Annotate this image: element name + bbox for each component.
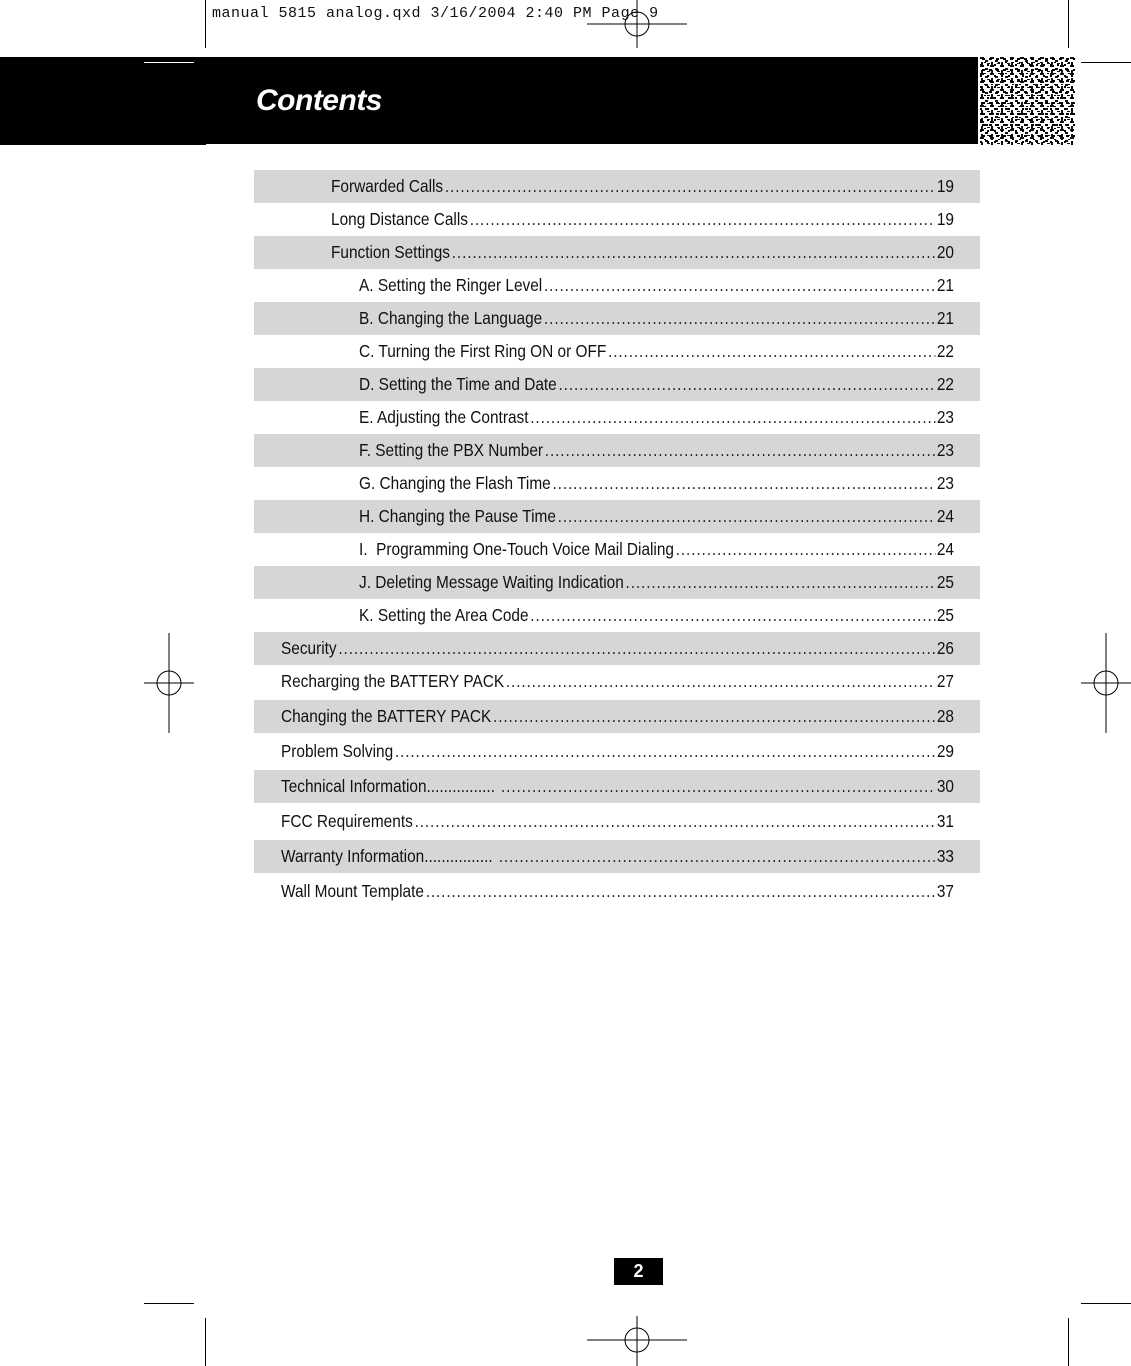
toc-entry[interactable] bbox=[254, 269, 980, 302]
header-bar bbox=[0, 57, 978, 145]
page-number: 2 bbox=[614, 1258, 663, 1285]
registration-mark-icon bbox=[587, 1316, 687, 1366]
toc-leader-dots bbox=[544, 308, 935, 329]
toc-leader-dots bbox=[470, 209, 935, 230]
toc-entry-text bbox=[359, 572, 954, 593]
toc-entry-text bbox=[281, 741, 954, 762]
crop-mark bbox=[1068, 1318, 1069, 1366]
toc-entry[interactable] bbox=[254, 566, 980, 599]
toc-entry-page: 24 bbox=[936, 539, 954, 559]
toc-leader-dots bbox=[338, 638, 935, 659]
toc-entry-title: G. Changing the Flash Time bbox=[359, 473, 551, 493]
toc-entry-text bbox=[359, 539, 954, 560]
toc-leader-dots bbox=[608, 341, 935, 362]
toc-entry-text bbox=[359, 341, 954, 362]
toc-entry-page: 27 bbox=[936, 671, 954, 691]
toc-entry-text bbox=[331, 176, 954, 197]
toc-leader-dots bbox=[676, 539, 935, 560]
header-rule bbox=[144, 62, 194, 63]
toc-entry[interactable] bbox=[254, 401, 980, 434]
print-slug: manual 5815 analog.qxd 3/16/2004 2:40 PM Page 9 bbox=[212, 5, 659, 22]
toc-entry-page: 22 bbox=[936, 341, 954, 361]
toc-leader-dots bbox=[395, 741, 935, 762]
toc-entry-text bbox=[281, 638, 954, 659]
toc-entry-title: Recharging the BATTERY PACK bbox=[281, 671, 505, 691]
toc-entry-title: Changing the BATTERY PACK bbox=[281, 706, 492, 726]
toc-leader-dots bbox=[558, 506, 935, 527]
toc-entry-page: 26 bbox=[936, 638, 954, 658]
registration-mark-icon bbox=[1081, 633, 1131, 733]
toc-leader-dots bbox=[553, 473, 936, 494]
toc-entry-page: 21 bbox=[936, 308, 954, 328]
crop-mark bbox=[1081, 1303, 1131, 1304]
toc-entry-title: E. Adjusting the Contrast bbox=[359, 407, 529, 427]
toc-entry-title: FCC Requirements bbox=[281, 811, 413, 831]
toc-entry-page: 29 bbox=[936, 741, 954, 761]
toc-entry[interactable] bbox=[254, 665, 980, 698]
toc-entry-page: 25 bbox=[936, 605, 954, 625]
toc-leader-dots bbox=[530, 605, 935, 626]
crop-mark bbox=[205, 0, 206, 48]
toc-entry[interactable] bbox=[254, 203, 980, 236]
toc-entry-title: J. Deleting Message Waiting Indication bbox=[359, 572, 624, 592]
toc-entry-page: 23 bbox=[936, 407, 954, 427]
toc-entry-text bbox=[281, 881, 954, 902]
toc-entry-title: K. Setting the Area Code bbox=[359, 605, 529, 625]
registration-mark-icon bbox=[144, 633, 194, 733]
crop-mark bbox=[205, 1318, 206, 1366]
toc-entry[interactable] bbox=[254, 302, 980, 335]
toc-entry[interactable] bbox=[254, 368, 980, 401]
toc-leader-dots bbox=[530, 407, 935, 428]
toc-entry[interactable] bbox=[254, 805, 980, 838]
toc-entry[interactable] bbox=[254, 875, 980, 908]
toc-entry[interactable] bbox=[254, 170, 980, 203]
crop-mark bbox=[1081, 62, 1131, 63]
toc-entry[interactable] bbox=[254, 840, 980, 873]
toc-entry-title: C. Turning the First Ring ON or OFF bbox=[359, 341, 607, 361]
toc-leader-dots bbox=[415, 811, 936, 832]
toc-entry-title: Security bbox=[281, 638, 337, 658]
toc-entry-page: 22 bbox=[936, 374, 954, 394]
page-title: Contents bbox=[256, 84, 382, 117]
toc-entry[interactable] bbox=[254, 533, 980, 566]
toc-entry[interactable] bbox=[254, 335, 980, 368]
toc-entry-title: H. Changing the Pause Time bbox=[359, 506, 556, 526]
toc-entry-text bbox=[359, 374, 954, 395]
toc-entry-title: A. Setting the Ringer Level bbox=[359, 275, 543, 295]
toc-leader-dots bbox=[559, 374, 936, 395]
toc-entry-page: 31 bbox=[936, 811, 954, 831]
toc-entry[interactable] bbox=[254, 632, 980, 665]
toc-entry-text bbox=[281, 776, 954, 797]
toc-entry-text bbox=[359, 440, 954, 461]
toc-entry-title: Technical Information................ bbox=[281, 776, 500, 796]
toc-entry-text bbox=[359, 308, 954, 329]
toc-entry-text bbox=[359, 605, 954, 626]
halftone-texture-icon bbox=[980, 57, 1075, 145]
toc-entry-title: D. Setting the Time and Date bbox=[359, 374, 557, 394]
toc-entry[interactable] bbox=[254, 434, 980, 467]
toc-entry-page: 19 bbox=[936, 176, 954, 196]
toc-entry[interactable] bbox=[254, 500, 980, 533]
toc-entry-title: F. Setting the PBX Number bbox=[359, 440, 544, 460]
toc-leader-dots bbox=[506, 671, 935, 692]
toc-leader-dots bbox=[426, 881, 935, 902]
toc-entry-title: Problem Solving bbox=[281, 741, 394, 761]
toc-entry-text bbox=[359, 506, 954, 527]
toc-entry-page: 20 bbox=[936, 242, 954, 262]
toc-leader-dots bbox=[626, 572, 936, 593]
toc-entry-text bbox=[281, 671, 954, 692]
toc-entry-page: 28 bbox=[936, 706, 954, 726]
toc-entry[interactable] bbox=[254, 770, 980, 803]
toc-entry-page: 24 bbox=[936, 506, 954, 526]
toc-leader-dots bbox=[501, 776, 935, 797]
toc-entry-page: 37 bbox=[936, 881, 954, 901]
toc-entry[interactable] bbox=[254, 599, 980, 632]
toc-entry-title: Warranty Information................ bbox=[281, 846, 497, 866]
toc-leader-dots bbox=[493, 706, 935, 727]
toc-entry-title: Forwarded Calls bbox=[331, 176, 444, 196]
toc-leader-dots bbox=[544, 275, 935, 296]
toc-entry-text bbox=[281, 706, 954, 727]
toc-leader-dots bbox=[452, 242, 935, 263]
toc-leader-dots bbox=[445, 176, 935, 197]
toc-entry-title: Function Settings bbox=[331, 242, 450, 262]
toc-entry[interactable] bbox=[254, 467, 980, 500]
toc-entry[interactable] bbox=[254, 236, 980, 269]
toc-entry-text bbox=[359, 473, 954, 494]
table-of-contents bbox=[254, 170, 980, 908]
toc-entry-title: I. Programming One-Touch Voice Mail Dialing bbox=[359, 539, 674, 559]
toc-entry[interactable] bbox=[254, 735, 980, 768]
toc-entry-text bbox=[359, 407, 954, 428]
toc-entry-page: 30 bbox=[936, 776, 954, 796]
crop-mark bbox=[144, 1303, 194, 1304]
toc-entry-title: B. Changing the Language bbox=[359, 308, 543, 328]
toc-entry-page: 23 bbox=[936, 473, 954, 493]
toc-entry-page: 23 bbox=[936, 440, 954, 460]
toc-entry-page: 25 bbox=[936, 572, 954, 592]
toc-entry-page: 33 bbox=[936, 846, 954, 866]
toc-entry-text bbox=[331, 209, 954, 230]
toc-entry-text bbox=[281, 846, 954, 867]
toc-entry-text bbox=[281, 811, 954, 832]
toc-entry-text bbox=[359, 275, 954, 296]
toc-entry[interactable] bbox=[254, 700, 980, 733]
header-rule bbox=[206, 144, 978, 145]
toc-leader-dots bbox=[499, 846, 935, 867]
toc-leader-dots bbox=[545, 440, 935, 461]
toc-entry-page: 21 bbox=[936, 275, 954, 295]
toc-entry-title: Wall Mount Template bbox=[281, 881, 424, 901]
toc-entry-title: Long Distance Calls bbox=[331, 209, 468, 229]
crop-mark bbox=[1068, 0, 1069, 48]
toc-entry-text bbox=[331, 242, 954, 263]
toc-entry-page: 19 bbox=[936, 209, 954, 229]
